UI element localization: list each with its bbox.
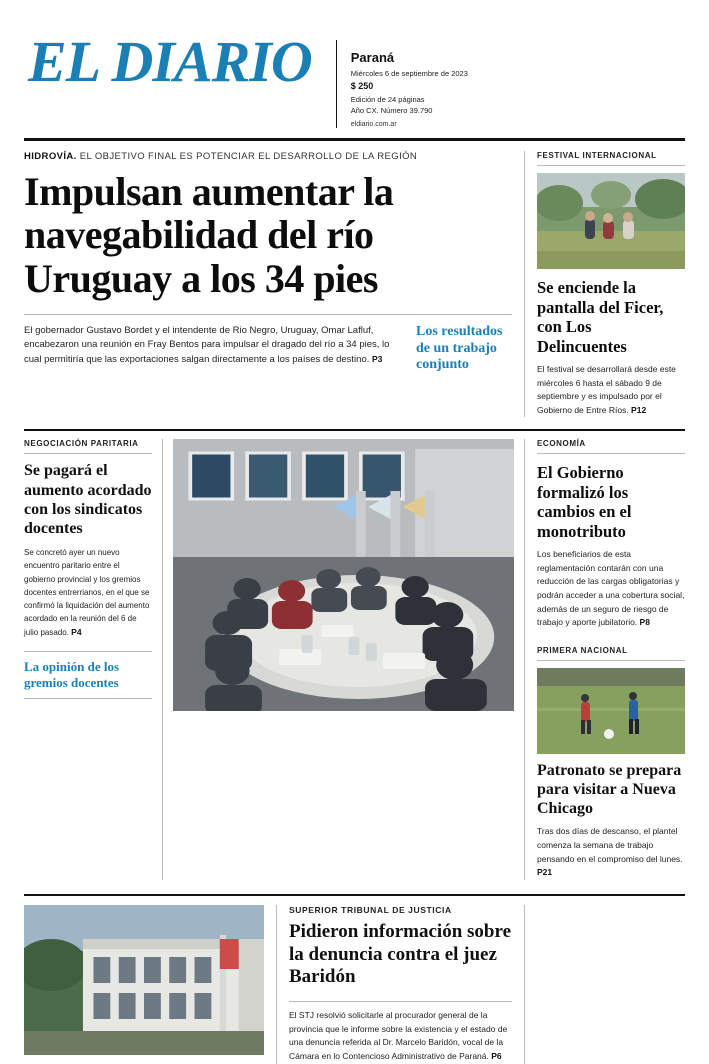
rail-bottom-body bbox=[537, 825, 685, 879]
rail-top-story bbox=[525, 151, 685, 417]
stj-body-text: El STJ resolvió solicitarle al procurador general de la provincia que le informe sobre la existencia y el estado de una denuncia referida al Dr. Marcelo Baridón, vocal de la Cámara en lo Contencioso Administrativo de Paraná. bbox=[289, 1010, 508, 1061]
lead-story bbox=[24, 151, 525, 417]
rail-bottom-headline[interactable]: Patronato se prepara para visitar a Nueva Chicago bbox=[537, 761, 682, 817]
bottom-section bbox=[24, 894, 685, 1064]
economia-story bbox=[524, 439, 685, 879]
paritaria-kicker: NEGOCIACIÓN PARITARIA bbox=[24, 439, 152, 454]
paritaria-body bbox=[24, 546, 152, 639]
lead-headline[interactable]: Impulsan aumentar la navegabilidad del río Uruguay a los 34 pies bbox=[24, 169, 394, 301]
lead-summary-text: El gobernador Gustavo Bordet y el intendente de Rio Negro, Uruguay, Omar Lafluf, encabezaron una reunión en Fray Bentos para impulsar el dragado del río a 34 pies, lo cual permitiría que las exportaciones salgan directamente a los países de destino. bbox=[24, 324, 390, 366]
edition-date: Miércoles 6 de septiembre de 2023 bbox=[350, 69, 468, 78]
stj-photo-wrap bbox=[24, 905, 276, 1064]
economia-headline[interactable]: El Gobierno formalizó los cambios en el monotributo bbox=[537, 463, 632, 541]
football-photo-graphic bbox=[537, 668, 685, 754]
rail-bottom-body-text: Tras dos días de descanso, el plantel comenza la semana de trabajo pensando en el compromiso del lunes. bbox=[537, 826, 683, 864]
lead-side-note[interactable]: Los resultados de un trabajo conjunto bbox=[416, 323, 503, 373]
lead-page-ref[interactable]: P3 bbox=[372, 354, 383, 365]
economia-page-ref[interactable]: P8 bbox=[639, 617, 650, 628]
rail-top-body bbox=[537, 363, 685, 417]
edition-city: Paraná bbox=[350, 50, 395, 65]
economia-kicker: ECONOMÍA bbox=[537, 439, 685, 454]
paritaria-page-ref[interactable]: P4 bbox=[71, 627, 82, 638]
paritaria-story bbox=[24, 439, 163, 879]
rail-top-kicker: FESTIVAL INTERNACIONAL bbox=[537, 151, 685, 166]
stj-kicker: SUPERIOR TRIBUNAL DE JUSTICIA bbox=[289, 904, 452, 915]
lead-kicker-rest: EL OBJETIVO FINAL ES POTENCIAR EL DESARROLLO DE LA REGIÓN bbox=[76, 151, 418, 163]
meeting-photo-wrap bbox=[163, 439, 524, 879]
edition-issue: Año CX. Número 39.790 bbox=[350, 105, 433, 115]
lead-summary bbox=[24, 324, 416, 374]
stj-body bbox=[289, 1001, 512, 1063]
courthouse-photo-graphic bbox=[24, 905, 264, 1055]
paritaria-headline[interactable]: Se pagará el aumento acordado con los sindicatos docentes bbox=[24, 462, 152, 537]
masthead bbox=[24, 0, 685, 141]
stj-story bbox=[276, 905, 524, 1064]
economia-body bbox=[537, 548, 685, 630]
lead-kicker bbox=[24, 151, 512, 162]
rail-top-page-ref[interactable]: P12 bbox=[631, 404, 647, 415]
paritaria-body-text: Se concretó ayer un nuevo encuentro paritario entre el gobierno provincial y los gremios docentes entrerrianos, en el que se confirmó la liquidación del aumento acordado en la reunión del 6 de julio pasado. bbox=[24, 548, 150, 638]
bottom-right-spacer bbox=[524, 905, 685, 1064]
rail-top-headline[interactable]: Se enciende la pantalla del Ficer, con Los Delincuentes bbox=[537, 278, 664, 356]
stj-photo bbox=[24, 905, 264, 1055]
middle-section bbox=[24, 429, 685, 879]
meeting-photo bbox=[173, 439, 514, 711]
rail-bottom-kicker: PRIMERA NACIONAL bbox=[537, 646, 685, 661]
rail-bottom-photo bbox=[537, 668, 685, 754]
economia-body-text: Los beneficiarios de esta reglamentación contarán con una reducción de las cargas obligatorias y podrán acceder a una cobertura social, además de un seguro de riesgo de trabajo y aporte jubilatorio. bbox=[537, 549, 685, 628]
website-url[interactable]: eldiario.com.ar bbox=[350, 121, 397, 129]
edition-price: $ 250 bbox=[350, 81, 374, 92]
meeting-photo-graphic bbox=[173, 439, 514, 711]
newspaper-logo: EL DIARIO bbox=[28, 29, 312, 94]
rail-top-body-text: El festival se desarrollará desde este miércoles 6 hasta el sábado 9 de septiembre y es impulsado por el Gobierno de Entre Ríos. bbox=[537, 364, 676, 415]
festival-photo-graphic bbox=[537, 173, 685, 269]
top-section bbox=[24, 151, 685, 417]
rail-bottom-page-ref[interactable]: P21 bbox=[537, 867, 553, 878]
lead-kicker-bold: HIDROVÍA. bbox=[24, 151, 77, 163]
stj-page-ref[interactable]: P6 bbox=[491, 1051, 502, 1061]
edition-pages: Edición de 24 páginas bbox=[350, 94, 425, 104]
paritaria-boxed-note[interactable]: La opinión de los gremios docentes bbox=[24, 651, 152, 699]
lead-bottom bbox=[24, 314, 512, 374]
masthead-meta bbox=[336, 40, 685, 128]
stj-headline[interactable]: Pidieron información sobre la denuncia contra el juez Baridón bbox=[289, 920, 512, 988]
rail-top-photo bbox=[537, 173, 685, 269]
